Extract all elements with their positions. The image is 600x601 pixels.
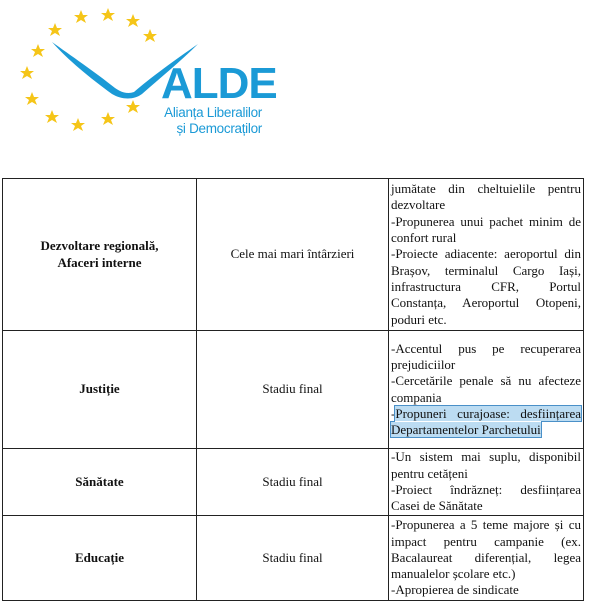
star-icon <box>71 118 85 131</box>
table-row <box>3 516 584 601</box>
star-icon <box>126 100 140 113</box>
star-icon <box>45 110 59 123</box>
area-cell: Educație <box>3 516 197 601</box>
area-cell: Justiție <box>3 331 197 449</box>
star-icon <box>74 10 88 23</box>
stage-cell: Stadiu final <box>197 449 389 516</box>
logo-title: ALDE <box>161 59 277 108</box>
star-icon <box>31 44 45 57</box>
stage-cell: Cele mai mari întârzieri <box>197 179 389 331</box>
notes-cell[interactable] <box>389 516 584 601</box>
note-item: -Apropierea de sindicate <box>391 582 519 598</box>
note-item-selected[interactable] <box>391 406 581 439</box>
table-row <box>3 449 584 516</box>
notes-cell[interactable] <box>389 179 584 331</box>
star-icon <box>25 92 39 105</box>
notes-cell[interactable] <box>389 331 584 449</box>
star-icon <box>20 66 34 79</box>
logo-subtitle-line2: și Democraților <box>176 121 262 136</box>
note-item: -Accentul pus pe recuperarea prejudiciilor <box>391 340 581 372</box>
note-item: jumătate din cheltuielile pentru dezvoltare <box>391 181 581 213</box>
policy-table <box>2 178 584 601</box>
note-item: -Cercetările penale să nu afecteze compania <box>391 373 581 405</box>
table-row <box>3 331 584 449</box>
area-cell <box>3 179 197 331</box>
star-icon <box>126 14 140 27</box>
stage-cell: Stadiu final <box>197 331 389 449</box>
note-item: -Un sistem mai suplu, disponibil pentru cetățeni <box>391 449 581 481</box>
notes-cell[interactable] <box>389 449 584 516</box>
star-icon <box>101 8 115 21</box>
star-icon <box>143 29 157 42</box>
text-selection[interactable]: Propuneri curajoase: desființarea Departamentelor Parchetului <box>391 405 581 438</box>
note-item: -Proiect îndrăzneț: desființarea Casei de Sănătate <box>391 482 581 514</box>
star-icon <box>101 112 115 125</box>
table-row <box>3 179 584 331</box>
note-prefix: - <box>391 405 396 421</box>
note-item: -Propunerea a 5 teme majore și cu impact pentru campanie (ex. Bacalaureat diferențial, legea manualelor școlare etc.) <box>391 517 581 582</box>
area-cell: Sănătate <box>3 449 197 516</box>
stage-cell: Stadiu final <box>197 516 389 601</box>
alde-logo <box>0 0 300 150</box>
note-item: -Propunerea unui pachet minim de confort rural <box>391 213 581 246</box>
area-label: Dezvoltare regională, Afaceri interne <box>40 238 159 270</box>
note-item: -Proiecte adiacente: aeroportul din Brașov, terminalul Cargo Iași, infrastructura CFR, Portul Constanța, Aeroportul Otopeni, poduri etc. <box>391 246 581 327</box>
logo-subtitle-line1: Alianța Liberalilor <box>164 105 262 120</box>
star-icon <box>48 23 62 36</box>
